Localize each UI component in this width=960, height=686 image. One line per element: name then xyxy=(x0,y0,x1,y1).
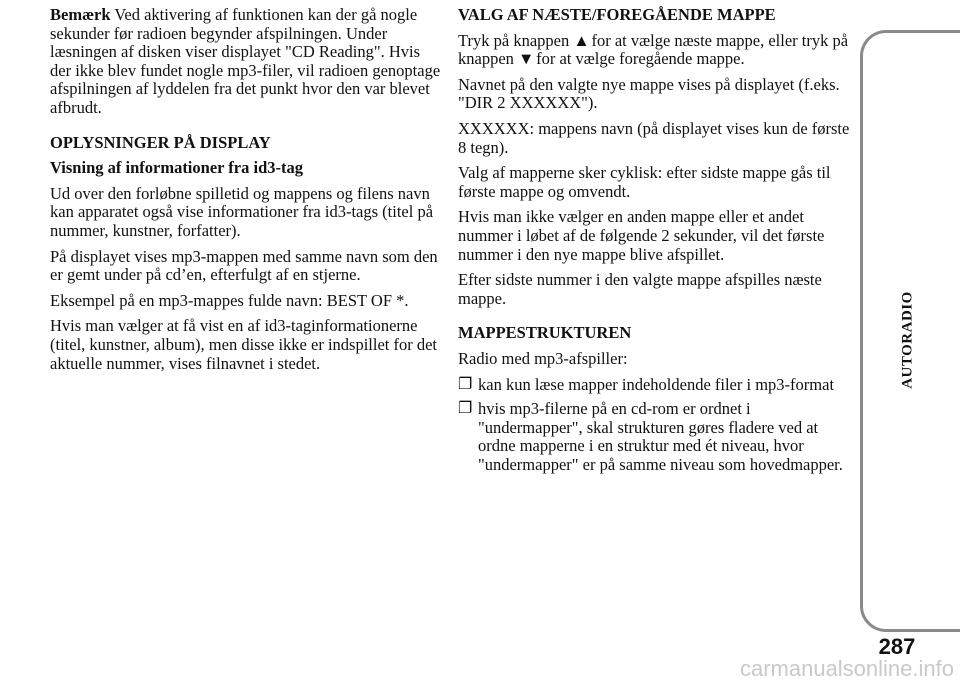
list-item-text: hvis mp3-filerne på en cd-rom er ordnet i "undermapper", skal strukturen gøres fladere ved at ordne mapperne i en struktur med ét niveau, hvor "undermapper" er på samme niveau som hovedmapper. xyxy=(478,399,843,474)
arrow-down-icon: ▼ xyxy=(518,49,535,69)
note-paragraph xyxy=(50,6,442,118)
structure-list xyxy=(458,376,850,475)
heading-folder-selection: VALG AF NÆSTE/FOREGÅENDE MAPPE xyxy=(458,5,776,24)
paragraph-cyclic: Valg af mapperne sker cyklisk: efter sidste mappe gås til første mappe og omvendt. xyxy=(458,163,831,201)
folder-text-c: for at vælge foregående mappe. xyxy=(536,49,745,69)
note-label: Bemærk xyxy=(50,5,111,24)
paragraph-mp3-radio: Radio med mp3-afspiller: xyxy=(458,348,628,368)
paragraph-id3-intro: Ud over den forløbne spilletid og mappens og filens navn kan apparatet også vise informationer fra id3-tags (titel på nummer, kunstner, forfatter). xyxy=(50,183,434,240)
note-text: Ved aktivering af funktionen kan der gå nogle sekunder før radioen begynder afspilningen. Under læsningen af disken viser displayet "CD Reading". Hvis der ikke blev fundet nogle mp3-filer, vil radioen genoptage afspilningen af lyddelen fra det punkt hvor den var blevet afbrudt. xyxy=(50,5,441,117)
paragraph-timeout: Hvis man ikke vælger en anden mappe eller et andet nummer i løbet af de følgende 2 sekunder, vil det første nummer i den nye mappe blive afspillet. xyxy=(458,207,825,264)
left-column xyxy=(50,6,442,380)
right-column xyxy=(458,6,850,480)
paragraph-folder-name: På displayet vises mp3-mappen med samme navn som den er gemt under på cd’en, efterfulgt af en stjerne. xyxy=(50,246,438,285)
section-title xyxy=(898,291,918,389)
paragraph-folder-buttons xyxy=(458,32,850,69)
paragraph-example: Eksempel på en mp3-mappes fulde navn: BEST OF *. xyxy=(50,290,409,310)
checkbox-icon: ❐ xyxy=(458,375,473,393)
checkbox-icon: ❐ xyxy=(458,400,473,418)
page-number: 287 xyxy=(878,634,916,659)
list-item xyxy=(458,376,850,395)
paragraph-folder-name-length: XXXXXX: mappens navn (på displayet vises kun de første 8 tegn). xyxy=(458,118,850,157)
heading-id3-tag: Visning af informationer fra id3-tag xyxy=(50,158,303,178)
list-item xyxy=(458,400,850,474)
folder-text-b: for at vælge næste mappe, eller tryk på knappen xyxy=(458,30,849,69)
paragraph-last-track: Efter sidste nummer i den valgte mappe afspilles næste mappe. xyxy=(458,270,822,308)
heading-folder-structure: MAPPESTRUKTUREN xyxy=(458,323,632,343)
paragraph-folder-display: Navnet på den valgte nye mappe vises på displayet (f.eks. "DIR 2 XXXXXX"). xyxy=(458,74,840,113)
list-item-text: kan kun læse mapper indeholdende filer i mp3-format xyxy=(478,374,835,394)
section-title-text: AUTORADIO xyxy=(899,291,916,389)
arrow-up-icon: ▲ xyxy=(573,30,590,50)
paragraph-fallback: Hvis man vælger at få vist en af id3-taginformationerne (titel, kunstner, album), men disse ikke er indspillet for det aktuelle nummer, vises filnavnet i stedet. xyxy=(50,316,438,373)
watermark: carmanualsonline.info xyxy=(739,656,954,681)
heading-display-info: OPLYSNINGER PÅ DISPLAY xyxy=(50,132,271,152)
folder-text-a: Tryk på knappen xyxy=(458,30,570,50)
